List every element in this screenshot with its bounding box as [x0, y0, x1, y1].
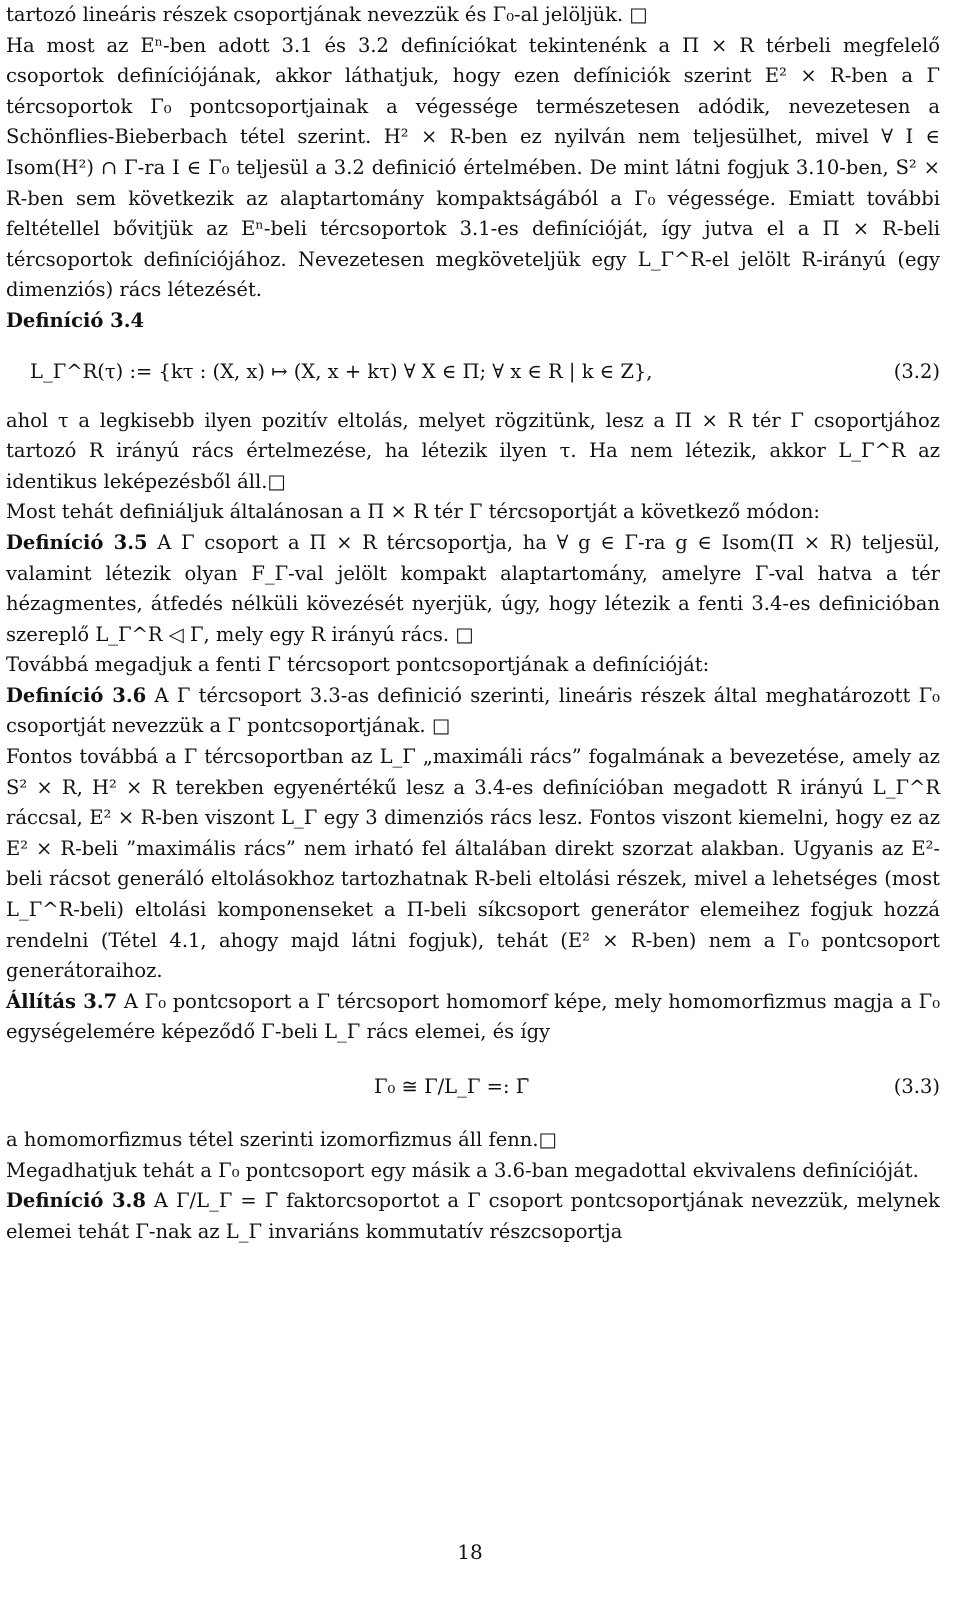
- paper-page: [6, 0, 940, 1247]
- paragraph-intro-end: tartozó lineáris részek csoportjának nevezzük és Γ₀-al jelöljük. □: [6, 3, 648, 26]
- statement-text: A Γ₀ pontcsoport a Γ tércsoport homomorf képe, mely homomorfizmus magja a Γ₀ egységelemére képeződő Γ-beli L_Γ rács elemei, és így: [6, 989, 941, 1044]
- definition-3-8: [6, 1186, 940, 1247]
- definition-3-6: [6, 681, 940, 742]
- paragraph-general: Most tehát definiáljuk általánosan a Π × R tér Γ tércsoportját a következő módon:: [6, 500, 820, 524]
- page-number: 18: [457, 1540, 483, 1564]
- definition-text: A Γ tércsoport 3.3-as definició szerinti, lineáris részek által meghatározott Γ₀ csoportját nevezzük a Γ pontcsoportjának. □: [6, 683, 940, 738]
- equation-3-3: [6, 1058, 940, 1115]
- paragraph-tau: ahol τ a legkisebb ilyen pozitív eltolás, melyet rögzitünk, lesz a Π × R tér Γ csoportjához tartozó R irányú rács értelmezése, ha létezik ilyen τ. Ha nem létezik, akkor L_Γ^R az identikus leképezésből áll.□: [6, 408, 940, 493]
- definition-label: Definíció 3.6: [6, 683, 147, 707]
- paragraph-maximal-lattice: Fontos továbbá a Γ tércsoportban az L_Γ „maximáli rács” fogalmának a bevezetése, amely az S² × R, H² × R terekben egyenértékű lesz a 3.4-es definícióban megadott R irányú L_Γ^R ráccsal, E² × R-ben viszont L_Γ egy 3 dimenziós rács lesz. Fontos viszont kiemelni, hogy ez az E² × R-beli ”maximális rács” nem irható fel általában direkt szorzat alakban. Ugyanis az E²-beli rácsot generáló eltolásokhoz tartozhatnak R-beli eltolási részek, mivel a lehetséges (most L_Γ^R-beli) eltolási komponenseket a Π-beli síkcsoport generátor elemeihez fogjuk hozzá rendelni (Tétel 4.1, ahogy majd látni fogjuk), tehát (E² × R-ben) nem a Γ₀ pontcsoport generátoraihoz.: [6, 745, 940, 983]
- paragraph-isomorphism: a homomorfizmus tétel szerinti izomorfizmus áll fenn.□: [6, 1128, 557, 1151]
- definition-label: Definíció 3.5: [6, 530, 148, 554]
- definition-text: A Γ/L_Γ = Γ̄ faktorcsoportot a Γ csoport pontcsoportjának nevezzük, melynek elemei tehát Γ-nak az L_Γ invariáns kommutatív részcsoportja: [6, 1189, 940, 1243]
- definition-text: A Γ csoport a Π × R tércsoportja, ha ∀ g ∈ Γ-ra g ∈ Isom(Π × R) teljesül, valamint létezik olyan F_Γ-val jelölt kompakt alaptartomány, amelyre Γ-val hatva a tér hézagmentes, átfedés nélküli kövezését nyerjük, úgy, hogy létezik a fenti 3.4-es definicióban szereplő L_Γ^R ◁ Γ, mely egy R irányú rács. □: [6, 530, 940, 646]
- paragraph-pointgroup-intro: Továbbá megadjuk a fenti Γ tércsoport pontcsoportjának a definícióját:: [6, 653, 710, 677]
- equation-number: (3.2): [893, 359, 940, 383]
- equation-number: (3.3): [893, 1075, 940, 1098]
- equation-3-2: [6, 343, 940, 400]
- paragraph-context: Ha most az Eⁿ-ben adott 3.1 és 3.2 definíciókat tekintenénk a Π × R térbeli megfelelő csoportok definíciójának, akkor láthatjuk, hogy ezen defíniciók szerint E² × R-ben a Γ tércsoportok Γ₀ pontcsoportjainak a végessége természetesen adódik, nevezetesen a Schönflies-Bieberbach tétel szerint. H² × R-ben ez nyilván nem teljesülhet, mivel ∀ I ∈ Isom(H²) ∩ Γ-ra I ∈ Γ₀ teljesül a 3.2 definició értelmében. De mint látni fogjuk 3.10-ben, S² × R-ben sem következik az alaptartomány kompaktságából a Γ₀ végessége. Emiatt további feltétellel bővitjük az Eⁿ-beli tércsoportok 3.1-es definícióját, így jutva el a Π × R-beli tércsoportok definíciójához. Nevezetesen megköveteljük egy L_Γ^R-el jelölt R-irányú (egy dimenziós) rács létezését.: [6, 33, 940, 302]
- definition-label: Definíció 3.4: [6, 308, 145, 332]
- paragraph-equivalent-def: Megadhatjuk tehát a Γ₀ pontcsoport egy másik a 3.6-ban megadottal ekvivalens definícióját.: [6, 1158, 919, 1182]
- statement-label: Állítás 3.7: [6, 989, 118, 1013]
- equation-formula: L_Γ^R(τ) := {kτ : (X, x) ↦ (X, x + kτ) ∀ X ∈ Π; ∀ x ∈ R | k ∈ Z},: [30, 359, 653, 383]
- definition-label: Definíció 3.8: [6, 1189, 146, 1213]
- definition-3-5: [6, 528, 940, 650]
- equation-formula: Γ₀ ≅ Γ/L_Γ =: Γ̄: [374, 1075, 530, 1098]
- definition-3-4-heading: [6, 306, 940, 337]
- statement-3-7: [6, 987, 940, 1048]
